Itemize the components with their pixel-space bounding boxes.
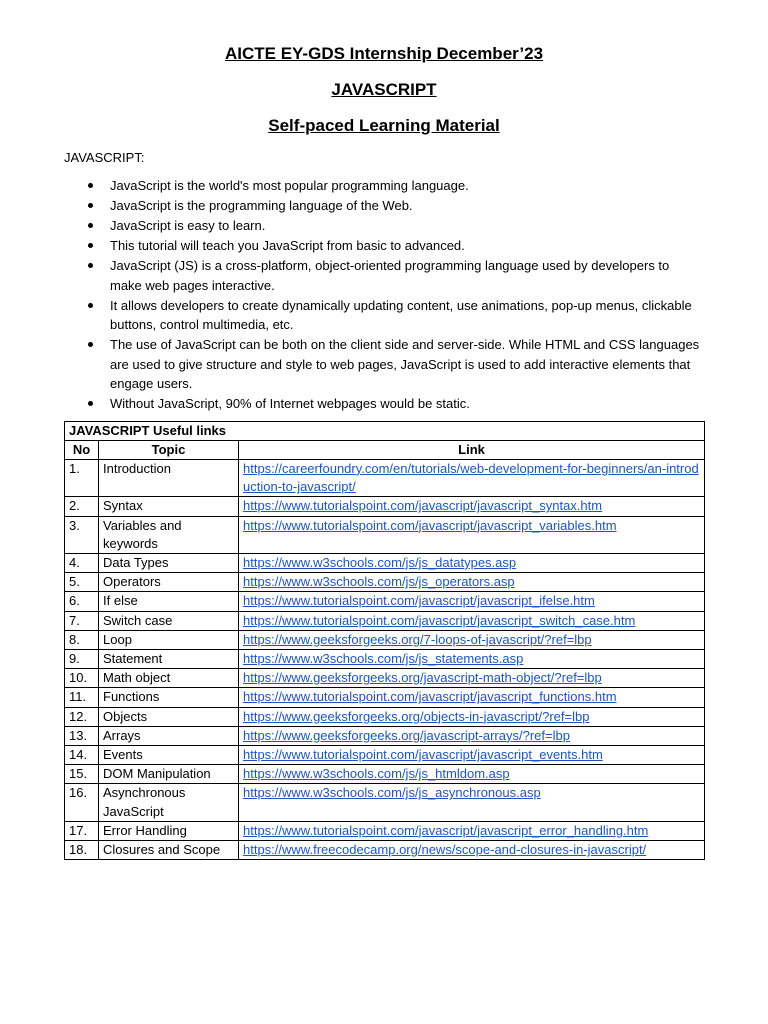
table-row xyxy=(65,497,705,516)
row-topic: Loop xyxy=(99,630,239,649)
table-row xyxy=(65,669,705,688)
row-number: 14. xyxy=(65,745,99,764)
row-topic: Asynchronous JavaScript xyxy=(99,784,239,821)
row-link-cell xyxy=(239,459,705,496)
table-body xyxy=(65,459,705,859)
row-link-cell xyxy=(239,840,705,859)
row-link-cell xyxy=(239,726,705,745)
table-row xyxy=(65,784,705,821)
resource-link[interactable]: https://www.geeksforgeeks.org/javascript-math-object/?ref=lbp xyxy=(243,670,602,686)
table-row xyxy=(65,726,705,745)
bullet-item: This tutorial will teach you JavaScript from basic to advanced. xyxy=(64,236,704,256)
row-topic: Error Handling xyxy=(99,821,239,840)
row-number: 13. xyxy=(65,726,99,745)
row-number: 1. xyxy=(65,459,99,496)
table-row xyxy=(65,516,705,553)
row-link-cell xyxy=(239,765,705,784)
bullet-item: Without JavaScript, 90% of Internet webpages would be static. xyxy=(64,394,704,414)
row-topic: If else xyxy=(99,592,239,611)
row-link-cell xyxy=(239,649,705,668)
row-number: 12. xyxy=(65,707,99,726)
row-link-cell xyxy=(239,553,705,572)
resource-link[interactable]: https://careerfoundry.com/en/tutorials/web-development-for-beginners/an-introduction-to-javascript/ xyxy=(243,460,699,495)
row-topic: Arrays xyxy=(99,726,239,745)
table-caption-row xyxy=(65,421,705,440)
row-link-cell xyxy=(239,784,705,821)
row-number: 16. xyxy=(65,784,99,821)
row-number: 10. xyxy=(65,669,99,688)
document-title: AICTE EY-GDS Internship December’23 xyxy=(224,44,544,63)
table-row xyxy=(65,553,705,572)
row-number: 17. xyxy=(65,821,99,840)
row-topic: Statement xyxy=(99,649,239,668)
resource-link[interactable]: https://www.tutorialspoint.com/javascript/javascript_syntax.htm xyxy=(243,498,603,514)
resource-link[interactable]: https://www.w3schools.com/js/js_statements.asp xyxy=(243,650,524,666)
table-caption: JAVASCRIPT Useful links xyxy=(65,421,705,440)
row-link-cell xyxy=(239,745,705,764)
row-number: 15. xyxy=(65,765,99,784)
table-row xyxy=(65,821,705,840)
bullet-item: JavaScript (JS) is a cross-platform, object-oriented programming language used by developers to make web pages interactive. xyxy=(64,256,704,295)
row-link-cell xyxy=(239,688,705,707)
resource-link[interactable]: https://www.tutorialspoint.com/javascript/javascript_switch_case.htm xyxy=(243,612,636,628)
row-link-cell xyxy=(239,630,705,649)
row-link-cell xyxy=(239,821,705,840)
table-row xyxy=(65,573,705,592)
resource-link[interactable]: https://www.tutorialspoint.com/javascript/javascript_functions.htm xyxy=(243,689,617,705)
table-row xyxy=(65,840,705,859)
useful-links-table xyxy=(64,421,705,861)
subtitle-heading: Self-paced Learning Material xyxy=(268,116,500,135)
intro-bullet-list xyxy=(64,176,704,414)
row-number: 8. xyxy=(65,630,99,649)
column-header-link: Link xyxy=(239,440,705,459)
row-topic: Data Types xyxy=(99,553,239,572)
row-topic: Objects xyxy=(99,707,239,726)
row-number: 11. xyxy=(65,688,99,707)
resource-link[interactable]: https://www.tutorialspoint.com/javascript/javascript_error_handling.htm xyxy=(243,822,649,838)
resource-link[interactable]: https://www.tutorialspoint.com/javascript/javascript_variables.htm xyxy=(243,517,617,533)
resource-link[interactable]: https://www.w3schools.com/js/js_asynchronous.asp xyxy=(243,785,541,801)
resource-link[interactable]: https://www.geeksforgeeks.org/objects-in-javascript/?ref=lbp xyxy=(243,708,590,724)
resource-link[interactable]: https://www.tutorialspoint.com/javascript/javascript_events.htm xyxy=(243,746,603,762)
resource-link[interactable]: https://www.tutorialspoint.com/javascript/javascript_ifelse.htm xyxy=(243,593,595,609)
column-header-topic: Topic xyxy=(99,440,239,459)
row-topic: DOM Manipulation xyxy=(99,765,239,784)
table-row xyxy=(65,592,705,611)
table-row xyxy=(65,707,705,726)
bullet-item: JavaScript is easy to learn. xyxy=(64,216,704,236)
row-number: 18. xyxy=(65,840,99,859)
row-number: 4. xyxy=(65,553,99,572)
intro-label: JAVASCRIPT: xyxy=(64,150,145,165)
table-row xyxy=(65,630,705,649)
table-row xyxy=(65,611,705,630)
row-number: 7. xyxy=(65,611,99,630)
row-link-cell xyxy=(239,497,705,516)
row-topic: Events xyxy=(99,745,239,764)
row-topic: Syntax xyxy=(99,497,239,516)
row-topic: Variables and keywords xyxy=(99,516,239,553)
resource-link[interactable]: https://www.w3schools.com/js/js_datatypes.asp xyxy=(243,554,517,570)
resource-link[interactable]: https://www.w3schools.com/js/js_operators.asp xyxy=(243,574,515,590)
table-row xyxy=(65,765,705,784)
row-number: 9. xyxy=(65,649,99,668)
subject-heading: JAVASCRIPT xyxy=(331,80,437,99)
table-row xyxy=(65,459,705,496)
table-row xyxy=(65,649,705,668)
row-link-cell xyxy=(239,669,705,688)
row-topic: Introduction xyxy=(99,459,239,496)
row-link-cell xyxy=(239,707,705,726)
row-number: 6. xyxy=(65,592,99,611)
row-number: 2. xyxy=(65,497,99,516)
bullet-item: The use of JavaScript can be both on the client side and server-side. While HTML and CSS languages are used to give structure and style to web pages, JavaScript is used to add interactive elements that engage users. xyxy=(64,335,704,394)
table-row xyxy=(65,745,705,764)
row-topic: Functions xyxy=(99,688,239,707)
bullet-item: JavaScript is the programming language of the Web. xyxy=(64,196,704,216)
row-topic: Operators xyxy=(99,573,239,592)
bullet-item: It allows developers to create dynamically updating content, use animations, pop-up menus, clickable buttons, control multimedia, etc. xyxy=(64,296,704,335)
row-number: 3. xyxy=(65,516,99,553)
row-topic: Switch case xyxy=(99,611,239,630)
row-link-cell xyxy=(239,611,705,630)
row-link-cell xyxy=(239,592,705,611)
resource-link[interactable]: https://www.geeksforgeeks.org/javascript-arrays/?ref=lbp xyxy=(243,727,570,743)
row-link-cell xyxy=(239,573,705,592)
row-topic: Math object xyxy=(99,669,239,688)
row-topic: Closures and Scope xyxy=(99,840,239,859)
row-number: 5. xyxy=(65,573,99,592)
table-row xyxy=(65,688,705,707)
table-header-row xyxy=(65,440,705,459)
bullet-item: JavaScript is the world's most popular programming language. xyxy=(64,176,704,196)
resource-link[interactable]: https://www.geeksforgeeks.org/7-loops-of-javascript/?ref=lbp xyxy=(243,631,592,647)
column-header-no: No xyxy=(65,440,99,459)
row-link-cell xyxy=(239,516,705,553)
resource-link[interactable]: https://www.freecodecamp.org/news/scope-and-closures-in-javascript/ xyxy=(243,841,647,857)
resource-link[interactable]: https://www.w3schools.com/js/js_htmldom.asp xyxy=(243,766,510,782)
